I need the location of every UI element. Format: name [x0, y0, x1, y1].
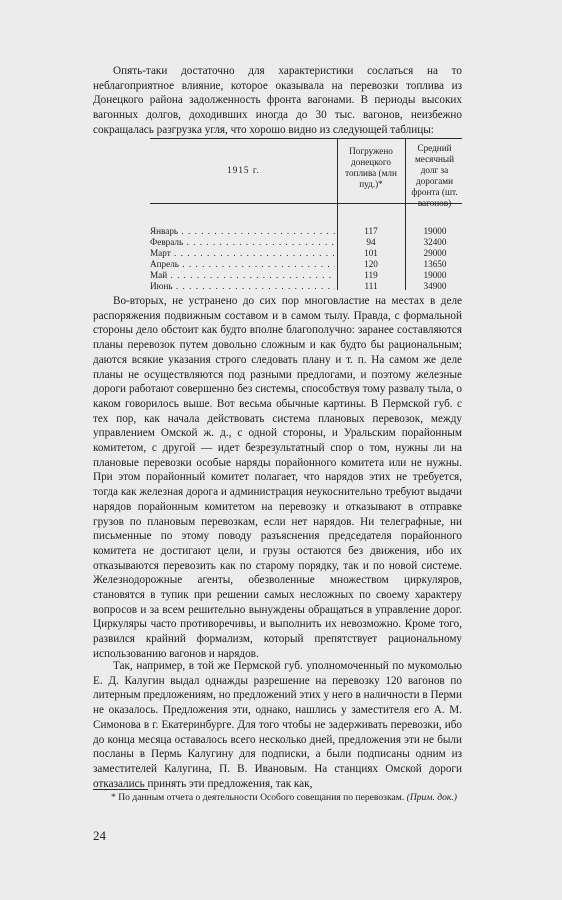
table-cell-month: Июнь . . . [150, 281, 335, 292]
table-top-rule [150, 138, 462, 139]
table-row [150, 248, 462, 259]
table-cell-month: Май . . . [150, 270, 335, 281]
table-cell-debt: 13650 [423, 259, 447, 269]
table-cell-month: Апрель . . . [150, 259, 335, 270]
table-header-loaded: Погружено донецкого топлива (млн пуд.)* [345, 146, 397, 189]
footnote [93, 791, 462, 804]
footnote-marker: * [111, 792, 116, 803]
table-cell-loaded: 111 [364, 281, 378, 291]
table-row [150, 281, 462, 292]
table-cell-month: Январь . . . [150, 226, 335, 237]
table-cell-month: Февраль . . . [150, 237, 335, 248]
table-cell-loaded: 119 [364, 270, 378, 280]
table-header-debt: Средний месячный долг за дорогами фронта (шт. вагонов) [411, 143, 458, 208]
footnote-note: (Прим. док.) [406, 792, 457, 803]
table-cell-debt: 32400 [423, 237, 447, 247]
paragraph-second: Во-вторых, не устранено до сих пор многовластие на местах в деле распоряжения подвижным составом и в самом тылу. Правда, с формальной стороны дело обстоит как будто вполне благополучно: заранее составляются планы перевозок путем довольно сложным и как будто бы рациональным; даются всякие указания строго следовать плану и т. п. На самом же деле планы не осуществляются под разными предлогами, и поэтому железные дороги работают совершенно без системы, способствуя тому развалу тыла, о каком говорилось выше. Вот весьма обычные картины. В Пермской губ. с тех пор, как начала действовать система плановых перевозок, между управлением Омской ж. д., с одной стороны, и Уральским порайонным комитетом, с другой — идет безрезультатный спор о том, нужны ли на плановые перевозки особые наряды порайонного комитета или не нужны. При этом порайонный комитет полагает, что нарядов этих не требуется, тогда как железная дорога и администрация неукоснительно требуют выдачи нарядов порайонным комитетом на перевозку и отказывают в отправке грузов по плановым перевозкам, если нет нарядов. Ни телеграфные, ни письменные по этому поводу разъяснения председателя порайонного комитета не достигают цели, и грузы остаются без движения, ибо их отказываются перевозить как по старому порядку, так и по новой системе. Железнодорожные агенты, обезволенные множеством циркуляров, становятся в тупик при решении самых несложных по своему характеру вопросов и за всем решительно вынуждены обращаться в управление дорог. Циркуляры часто противоречивы, и выполнить их невозможно. Кроме того, развился крайний формализм, который препятствует рациональному использованию вагонов и нарядов. [93, 295, 462, 660]
footnote-rule [93, 789, 148, 790]
table-row [150, 270, 462, 281]
table-cell-debt: 34900 [423, 281, 447, 291]
table-cell-month: Март . . . [150, 248, 335, 259]
paragraph-third: Так, например, в той же Пермской губ. уполномоченный по мукомолью Е. Д. Калугин выдал однажды разрешение на перевозку 120 вагонов по литерным предложениям, но предложений этих у него в наличности в Перми не оказалось. Предложения эти, однако, нашлись у заместителя его А. М. Симонова в г. Екатеринбурге. Для того чтобы не задерживать перевозки, ибо до конца месяца оставалось всего несколько дней, предложения эти не были посланы в Пермь Калугину для подписки, а были подписаны одним из заместителей Калугина, П. В. Ивановым. На станциях Омской дороги отказались принять эти предложения, так как, [93, 660, 462, 790]
table-cell-loaded: 101 [364, 248, 378, 258]
footnote-text: По данным отчета о деятельности Особого совещания по перевозкам. [118, 792, 405, 803]
table-header-year: 1915 г. [227, 165, 260, 175]
table-cell-debt: 19000 [423, 226, 447, 236]
table-row [150, 237, 462, 248]
paragraph-intro: Опять-таки достаточно для характеристики сослаться на то неблагоприятное влияние, которое оказывала на перевозки топлива из Донецкого района задолженность фронта вагонами. В периоды высоких вагонных долгов, доходивших иногда до 30 тыс. вагонов, неизбежно сокращалась разгрузка угля, что хорошо видно из следующей таблицы: [93, 65, 462, 136]
table-row [150, 226, 462, 237]
table-cell-loaded: 117 [364, 226, 378, 236]
table-row [150, 259, 462, 270]
table-cell-loaded: 94 [366, 237, 376, 247]
page-number: 24 [93, 828, 106, 843]
table-cell-debt: 29000 [423, 248, 447, 258]
table-cell-debt: 19000 [423, 270, 447, 280]
table-cell-loaded: 120 [364, 259, 378, 269]
